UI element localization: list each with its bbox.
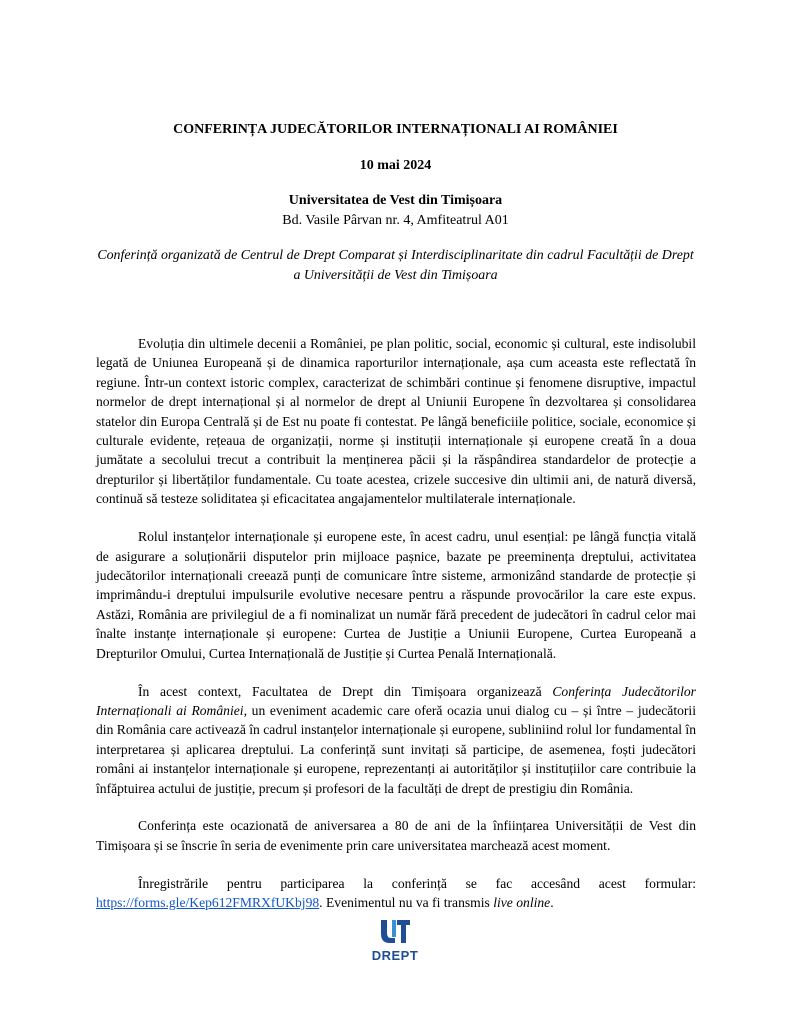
paragraph-conference — [96, 682, 696, 798]
paragraph-context: Evoluția din ultimele decenii a României, pe plan politic, social, economic și cultural, este indisolubil legată de Uniunea Europeană și de dinamica raporturilor internaționale, așa cum aceasta este reflectată în regiune. Într-un context istoric complex, caracterizat de schimbări continue și fenomene disruptive, impactul normelor de drept internațional și al normelor de drept al Uniunii Europene în dezvoltarea și consolidarea statelor din Europa Centrală și de Est nu poate fi contestat. Pe lângă beneficiile politice, sociale, economice și culturale evidente, rețeaua de organizații, norme și instituții internaționale și europene creată în a doua jumătate a secolului trecut a contribuit la menținerea păcii și la răspândirea standardelor de protecție a drepturilor și libertăților fundamentale. Cu toate acestea, crizele succesive din ultimii ani, de natură diversă, continuă să testeze soliditatea și eficacitatea angajamentelor multilaterale internaționale. — [96, 336, 696, 507]
conference-date: 10 mai 2024 — [359, 158, 432, 173]
organizer-note: Conferință organizată de Centrul de Drept Comparat și Interdisciplinaritate din cadrul Facultății de Drept a Universității de Vest din Timișoara — [97, 248, 694, 283]
faculty-logo — [368, 917, 422, 969]
venue-block — [0, 191, 791, 231]
registration-form-link[interactable]: https://forms.gle/Kep612FMRXfUKbj98 — [96, 895, 320, 911]
paragraph-conference-start: În acest context, Facultatea de Drept din Timișoara organizează — [138, 683, 553, 699]
paragraph-courts-role: Rolul instanțelor internaționale și europene este, în acest cadru, unul esențial: pe lângă funcția vitală de asigurare a soluționării disputelor prin mijloace pașnice, bazate pe preeminența dreptului, activitatea judecătorilor internaționali creează punți de comunicare între sisteme, armonizând standarde de protecție și imprimându-i dreptului impulsurile evolutive necesare pentru a răspunde provocărilor la care este expus. Astăzi, România are privilegiul de a fi nominalizat un număr fără precedent de judecători în cadrul celor mai înalte instanțe internaționale și europene: Curtea de Justiție a Uniunii Europene, Curtea Europeană a Drepturilor Omului, Curtea Internațională de Justiție și Curtea Penală Internațională. — [96, 529, 696, 661]
document-body — [96, 334, 696, 931]
paragraph-conference-end: , un eveniment academic care oferă ocazia unui dialog cu – și între – judecătorii din România care activează în cadrul instanțelor internaționale și europene, subliniind rolul lor fundamental în interpretarea și aplicarea dreptului. La conferință sunt invitați să participe, de asemenea, foști judecători români ai instanțelor internaționale și europene, reprezentanți ai autorităților și instituțiilor care contribuie la înfăptuirea actului de justiție, precum și profesori de la facultăți de drept de prestigiu din România. — [96, 702, 696, 796]
registration-text-mid: . Evenimentul nu va fi transmis — [319, 895, 494, 911]
logo-wordmark: DREPT — [371, 948, 419, 963]
paragraph-registration — [96, 874, 696, 913]
live-online-emphasis: live online — [493, 895, 551, 911]
registration-text-start: Înregistrările pentru participarea la conferință se fac accesând acest formular: — [138, 875, 696, 891]
venue-address: Bd. Vasile Pârvan nr. 4, Amfiteatrul A01 — [282, 213, 509, 228]
paragraph-anniversary: Conferința este ocazionată de aniversarea a 80 de ani de la înființarea Universității de Vest din Timișoara și se înscrie în seria de evenimente prin care universitatea marchează acest moment. — [96, 818, 696, 853]
registration-text-end: . — [550, 895, 554, 911]
conference-name-emphasis: Conferința Judecătorilor Internaționali ai României — [96, 683, 696, 718]
uvt-logo-icon — [368, 917, 422, 947]
venue-name: Universitatea de Vest din Timișoara — [288, 193, 503, 208]
conference-title: CONFERINȚA JUDECĂTORILOR INTERNAȚIONALI AI ROMÂNIEI — [173, 122, 618, 137]
